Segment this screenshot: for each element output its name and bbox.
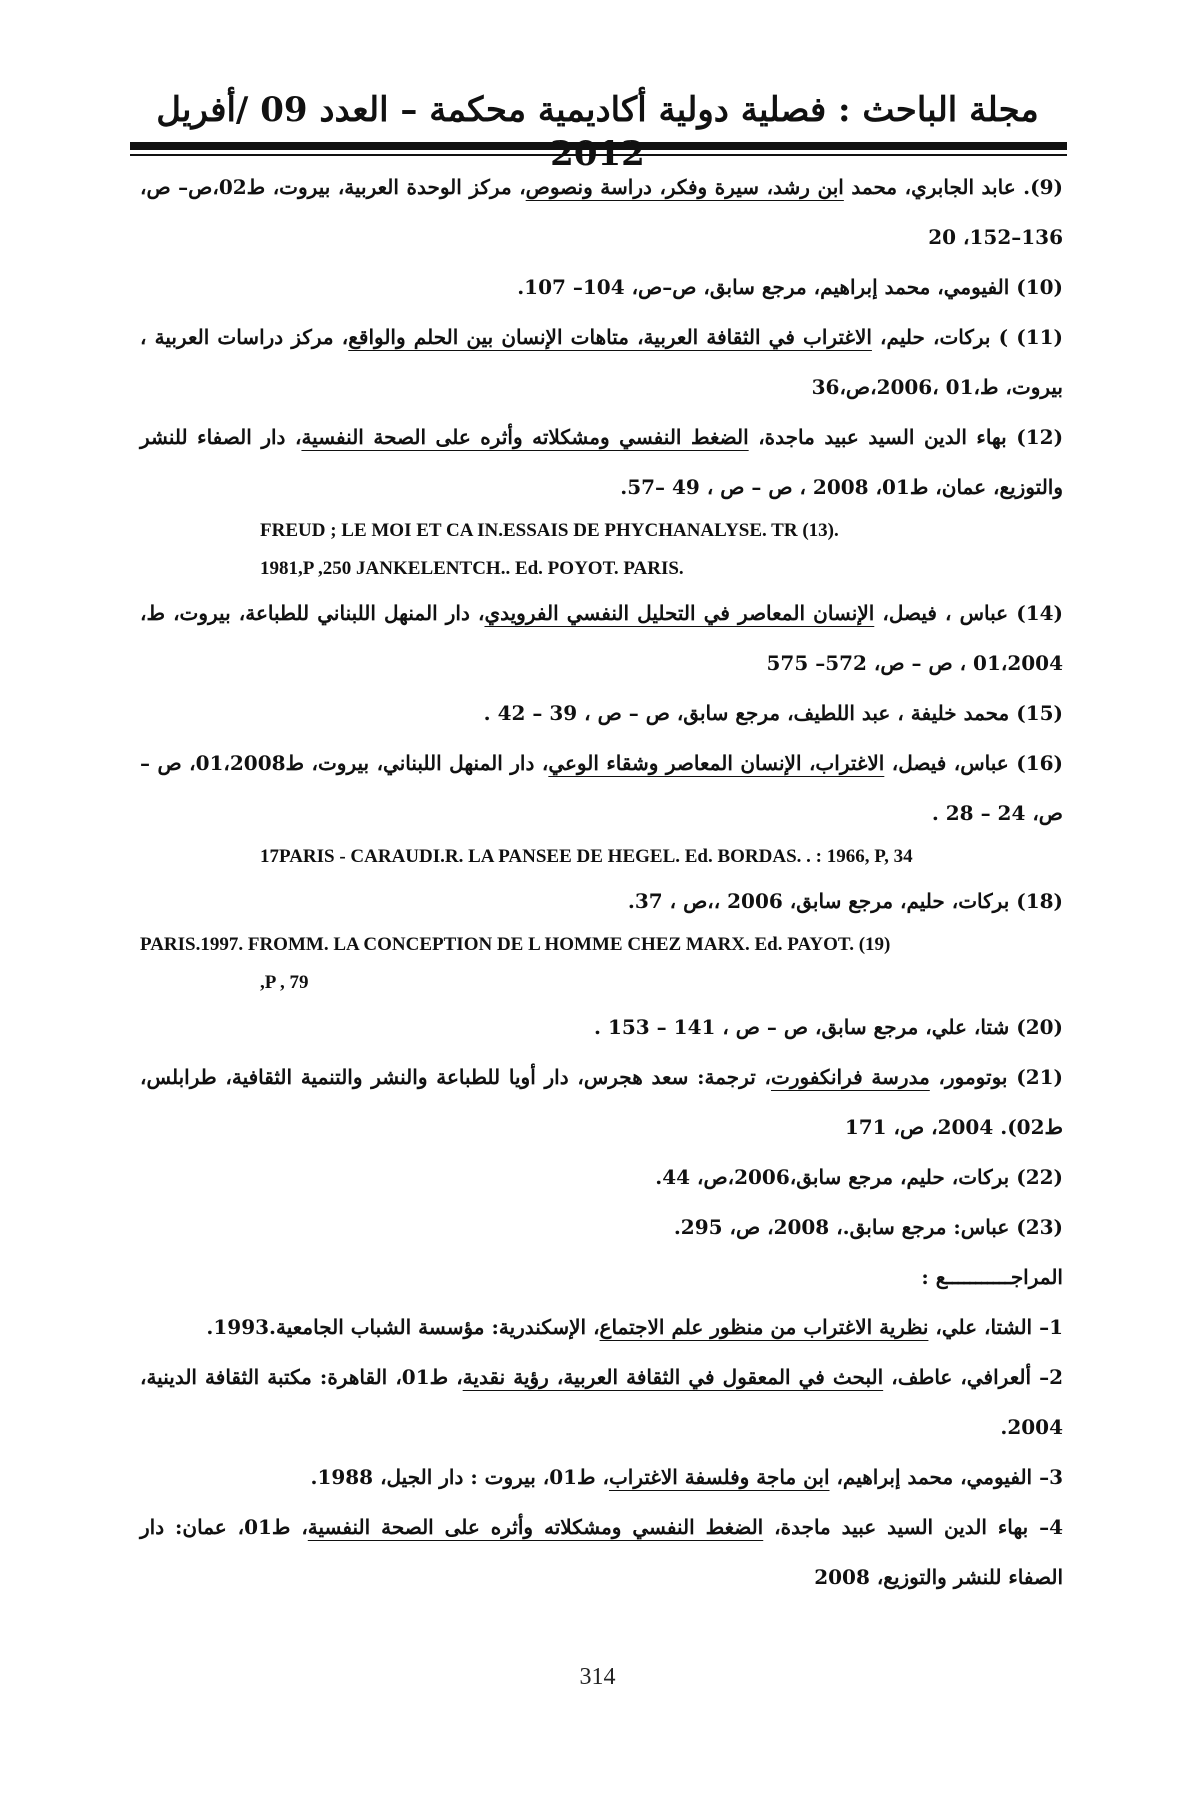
footnote-15: (15) محمد خليفة ، عبد اللطيف، مرجع سابق، ص – ص ، 39 – 42 . (483, 701, 1063, 725)
footnote-16: (16) عباس، فيصل، الاغتراب، الإنسان المعاصر وشقاء الوعي، دار المنهل اللبناني، بيروت، ط01،2008، ص – ص، 24 – 28 . (140, 751, 1063, 825)
footnote-11: (11) ) بركات، حليم، الاغتراب في الثقافة العربية، متاهات الإنسان بين الحلم والواقع، مركز دراسات العربية ، بيروت، ط،01 ،2006،ص،36 (140, 325, 1063, 399)
footnote-13-line-1: FREUD ; LE MOI ET CA IN.ESSAIS DE PHYCHANALYSE. TR (13). (260, 520, 839, 541)
footnote-13-line-2: 1981,P ,250 JANKELENTCH.. Ed. POYOT. PARIS. (260, 558, 684, 579)
header-thin-rule (130, 154, 1067, 156)
footnote-20: (20) شتا، علي، مرجع سابق، ص – ص ، 141 – 153 . (594, 1015, 1063, 1039)
references-heading: المراجـــــــــــع : (921, 1265, 1063, 1289)
footnote-12: (12) بهاء الدين السيد عبيد ماجدة، الضغط النفسي ومشكلاته وأثره على الصحة النفسية، دار الصفاء للنشر والتوزيع، عمان، ط01، 2008 ، ص – ص ، 49 –57. (140, 425, 1064, 499)
footnotes-and-references (140, 162, 1063, 1602)
journal-header-title: مجلة الباحث : فصلية دولية أكاديمية محكمة – العدد 09 /أفريل (156, 90, 1039, 130)
footnote-19-line-1: PARIS.1997. FROMM. LA CONCEPTION DE L HOMME CHEZ MARX. Ed. PAYOT. (19) (140, 934, 891, 955)
page-number: 314 (579, 1664, 616, 1690)
header-thick-rule (130, 142, 1067, 150)
reference-3: 3– الفيومي، محمد إبراهيم، ابن ماجة وفلسفة الاغتراب، ط01، بيروت : دار الجيل، 1988. (310, 1465, 1063, 1489)
reference-4: 4– بهاء الدين السيد عبيد ماجدة، الضغط النفسي ومشكلاته وأثره على الصحة النفسية، ط01، عمان: دار الصفاء للنشر والتوزيع، 2008 (140, 1515, 1063, 1589)
footnote-9: (9). عابد الجابري، محمد ابن رشد، سيرة وفكر، دراسة ونصوص، مركز الوحدة العربية، بيروت، ط02،ص– ص، 136–152، 20 (140, 175, 1063, 249)
footnote-21: (21) بوتومور، مدرسة فرانكفورت، ترجمة: سعد هجرس، دار أويا للطباعة والنشر والتنمية الثقافية، طرابلس، ط02). 2004، ص، 171 (140, 1065, 1064, 1139)
footnote-14: (14) عباس ، فيصل، الإنسان المعاصر في التحليل النفسي الفرويدي، دار المنهل اللبناني للطباعة، بيروت، ط، 01،2004 ، ص – ص، 572– 575 (140, 601, 1063, 675)
footnote-22: (22) بركات، حليم، مرجع سابق،2006،ص، 44. (655, 1165, 1063, 1189)
reference-2: 2– ألعرافي، عاطف، البحث في المعقول في الثقافة العربية، رؤية نقدية، ط01، القاهرة: مكتبة الثقافة الدينية، 2004. (140, 1365, 1063, 1439)
footnote-17: 17PARIS - CARAUDI.R. LA PANSEE DE HEGEL. Ed. BORDAS. . : 1966, P, 34 (260, 846, 913, 867)
footnote-18: (18) بركات، حليم، مرجع سابق، 2006 ،،ص ، 37. (627, 889, 1063, 913)
footnote-10: (10) الفيومي، محمد إبراهيم، مرجع سابق، ص–ص، 104– 107. (517, 275, 1063, 299)
footnote-23: (23) عباس: مرجع سابق.، 2008، ص، 295. (673, 1215, 1063, 1239)
reference-1: 1– الشتا، علي، نظرية الاغتراب من منظور علم الاجتماع، الإسكندرية: مؤسسة الشباب الجامعية.1993. (206, 1315, 1063, 1339)
footnote-19-line-2: ,P , 79 (260, 972, 309, 993)
